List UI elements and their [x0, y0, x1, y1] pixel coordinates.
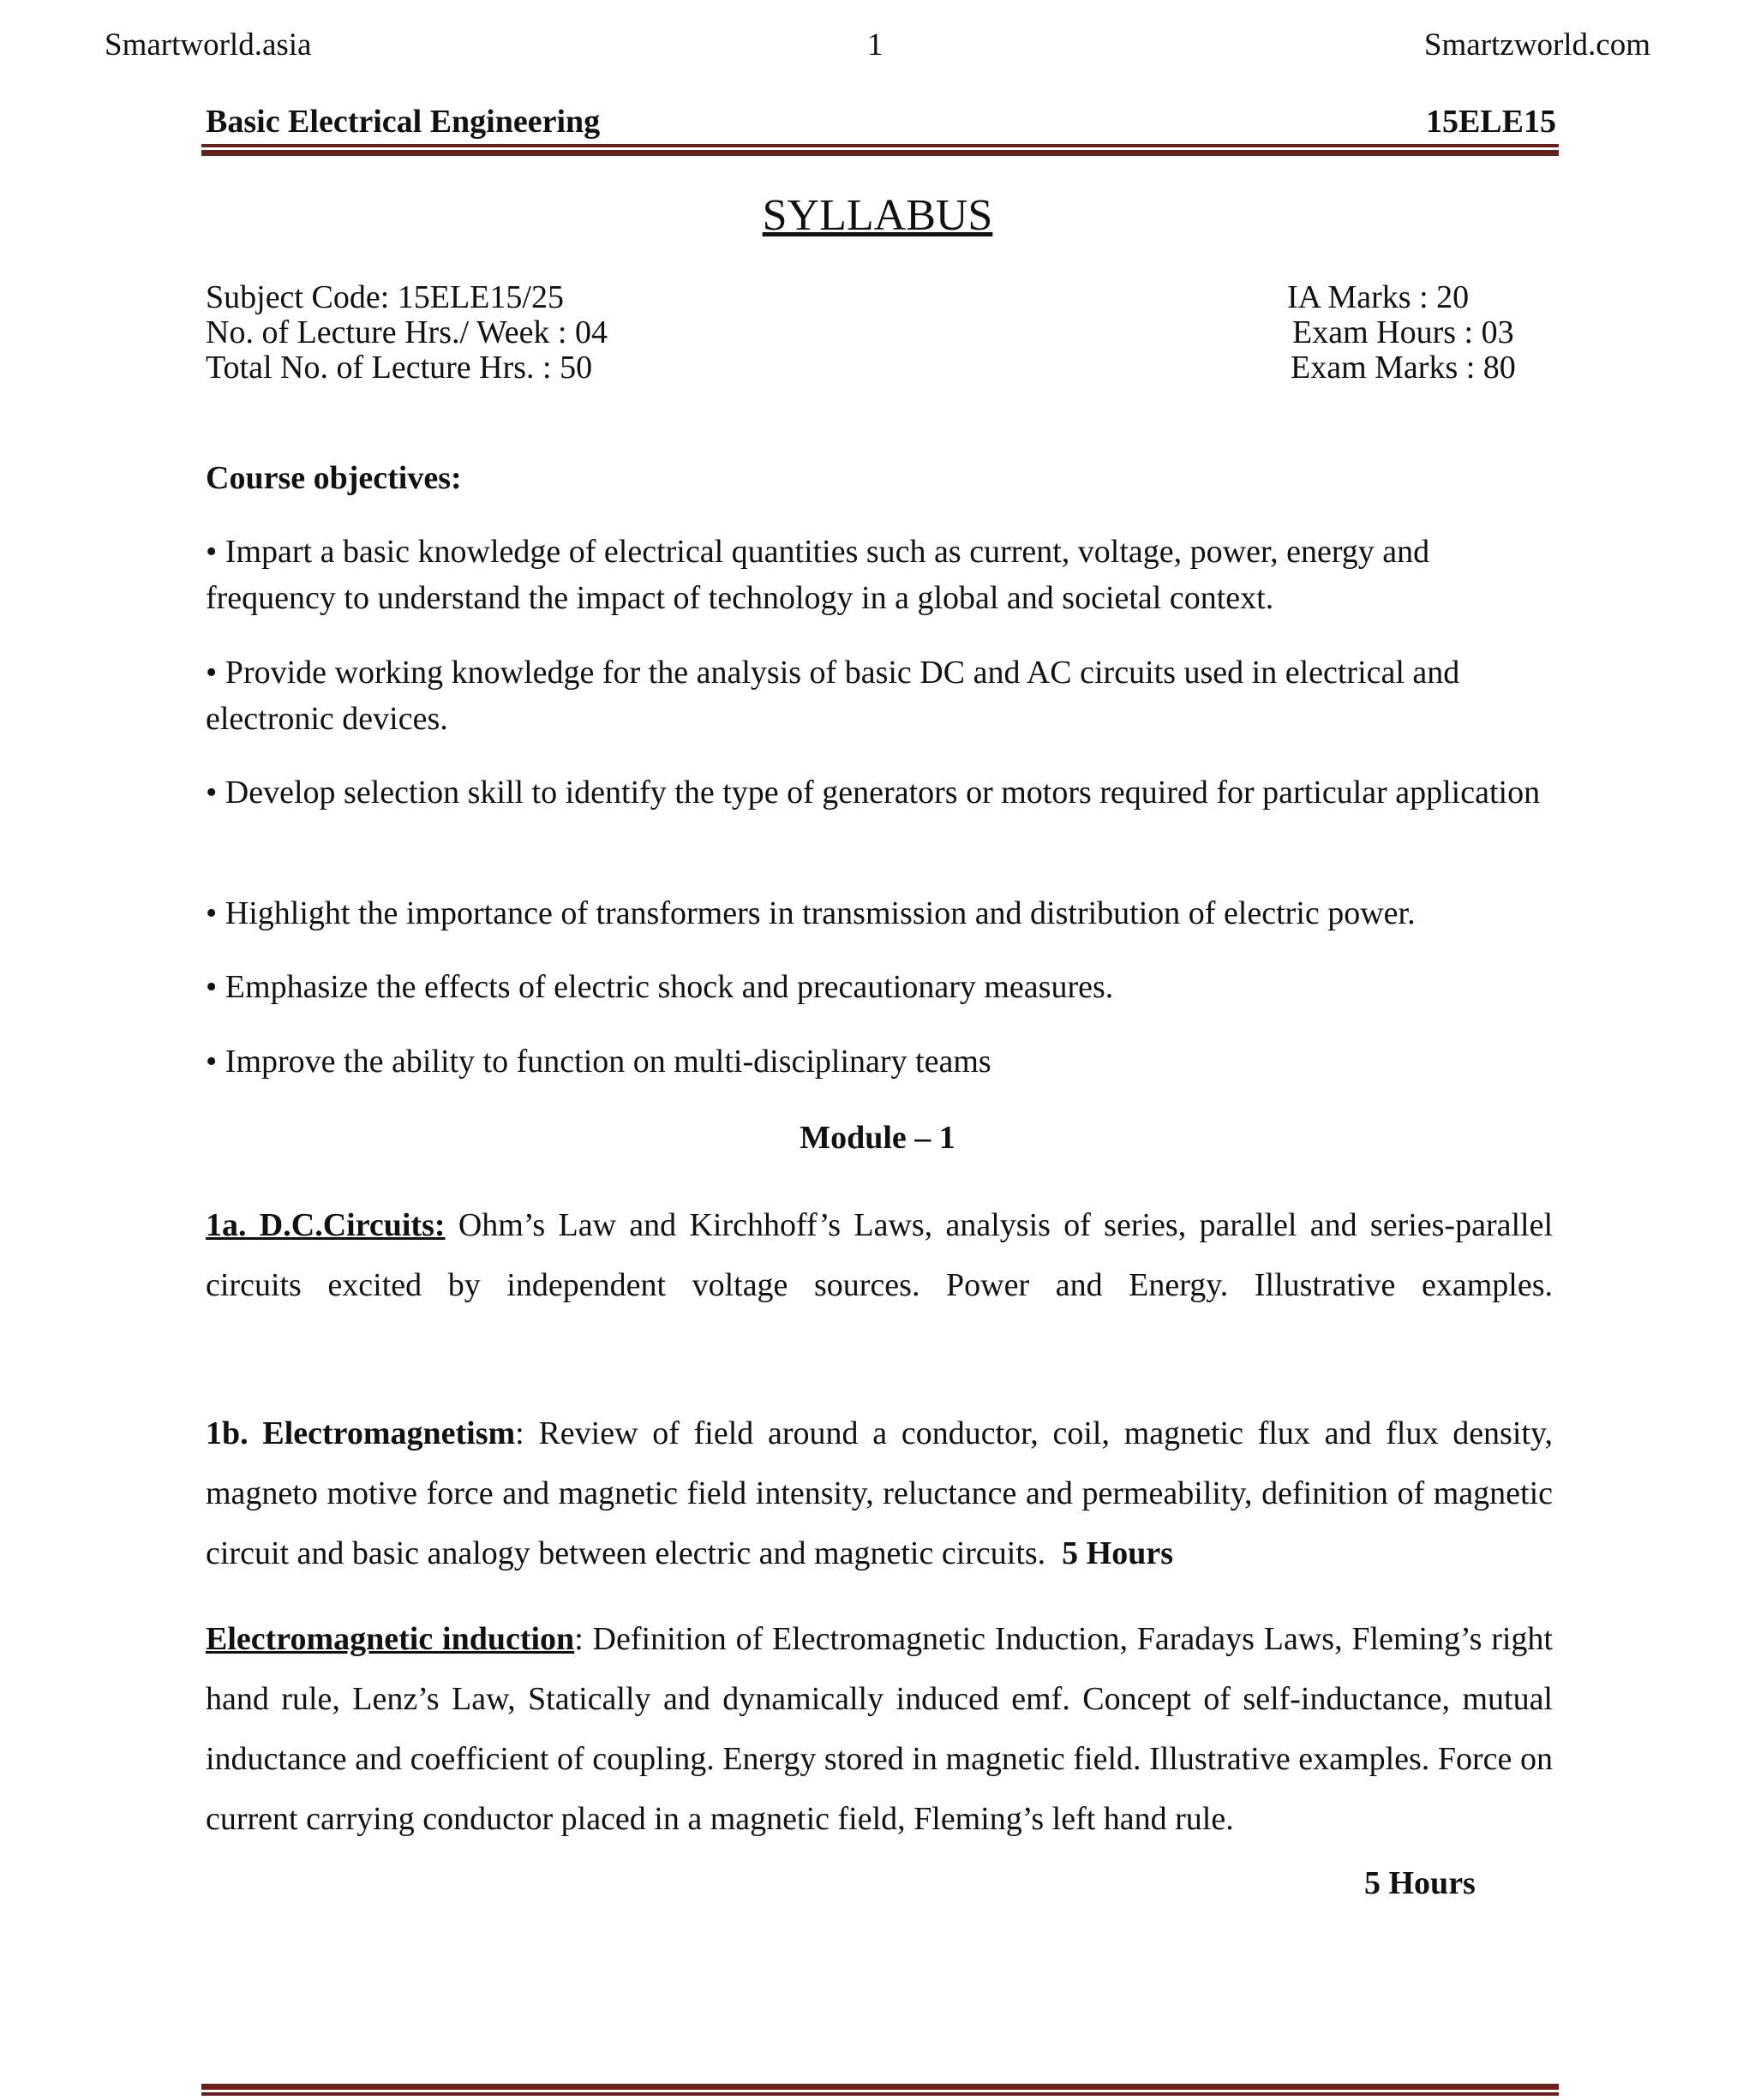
section-1a-label: 1a. D.C.Circuits: [206, 1207, 446, 1243]
meta-lecture-week: No. of Lecture Hrs./ Week : 04 [206, 314, 608, 350]
section-1a [206, 1195, 1553, 1315]
footer-rule-thin [201, 2092, 1559, 2096]
section-1b [206, 1403, 1553, 1583]
section-induction-hours: 5 Hours [1364, 1865, 1476, 1901]
page-title: SYLLABUS [762, 191, 993, 240]
site-left: Smartworld.asia [105, 27, 312, 63]
footer-rule-thick [201, 2084, 1559, 2090]
page-number: 1 [867, 27, 883, 63]
header-code: 15ELE15 [1425, 104, 1556, 140]
objective-item: • Provide working knowledge for the analysis of basic DC and AC circuits used in electrical and electronic devices. [206, 655, 1460, 737]
objective-item: • Impart a basic knowledge of electrical quantities such as current, voltage, power, energy and frequency to understand the impact of technology in a global and societal context. [206, 534, 1430, 616]
meta-exam-marks: Exam Marks : 80 [1291, 350, 1516, 386]
meta-exam-hours: Exam Hours : 03 [1292, 314, 1514, 350]
course-objectives-heading: Course objectives: [206, 460, 462, 496]
objective-item: • Highlight the importance of transformers in transmission and distribution of electric power. [206, 895, 1416, 931]
objective-item: • Improve the ability to function on multi-disciplinary teams [206, 1044, 991, 1080]
section-induction [206, 1609, 1553, 1849]
section-1b-text: : Review of field around a conductor, coil, magnetic flux and flux density, magneto motive force and magnetic field intensity, reluctance and permeability, definition of magnetic circuit and basic analogy between electric and magnetic circuits. [206, 1415, 1553, 1571]
header-rule-thin [201, 144, 1559, 147]
meta-ia-marks: IA Marks : 20 [1287, 279, 1470, 315]
meta-subject-code: Subject Code: 15ELE15/25 [206, 279, 564, 315]
section-induction-text: : Definition of Electromagnetic Induction, Faradays Laws, Fleming’s right hand rule, Lenz’s Law, Statically and dynamically induced emf. Concept of self-inductance, mutual inductance and coefficient of coupling. Energy stored in magnetic field. Illustrative examples. Force on current carrying conductor placed in a magnetic field, Fleming’s left hand rule. [206, 1621, 1553, 1837]
module-heading: Module – 1 [800, 1120, 955, 1156]
section-1b-hours: 5 Hours [1062, 1535, 1174, 1571]
header-subject: Basic Electrical Engineering [206, 104, 601, 140]
objective-item: • Emphasize the effects of electric shock and precautionary measures. [206, 969, 1114, 1005]
site-right: Smartzworld.com [1423, 27, 1650, 63]
section-1b-label: 1b. Electromagnetism [206, 1415, 516, 1451]
section-1a-text: Ohm’s Law and Kirchhoff’s Laws, analysis of series, parallel and series-parallel circuits excited by independent voltage sources. Power and Energy. Illustrative examples. [206, 1207, 1553, 1303]
header-rule-thick [201, 150, 1559, 156]
meta-total-lecture: Total No. of Lecture Hrs. : 50 [206, 350, 593, 386]
objective-item: • Develop selection skill to identify the type of generators or motors required for particular application [206, 775, 1541, 811]
section-induction-label: Electromagnetic induction [206, 1621, 575, 1657]
